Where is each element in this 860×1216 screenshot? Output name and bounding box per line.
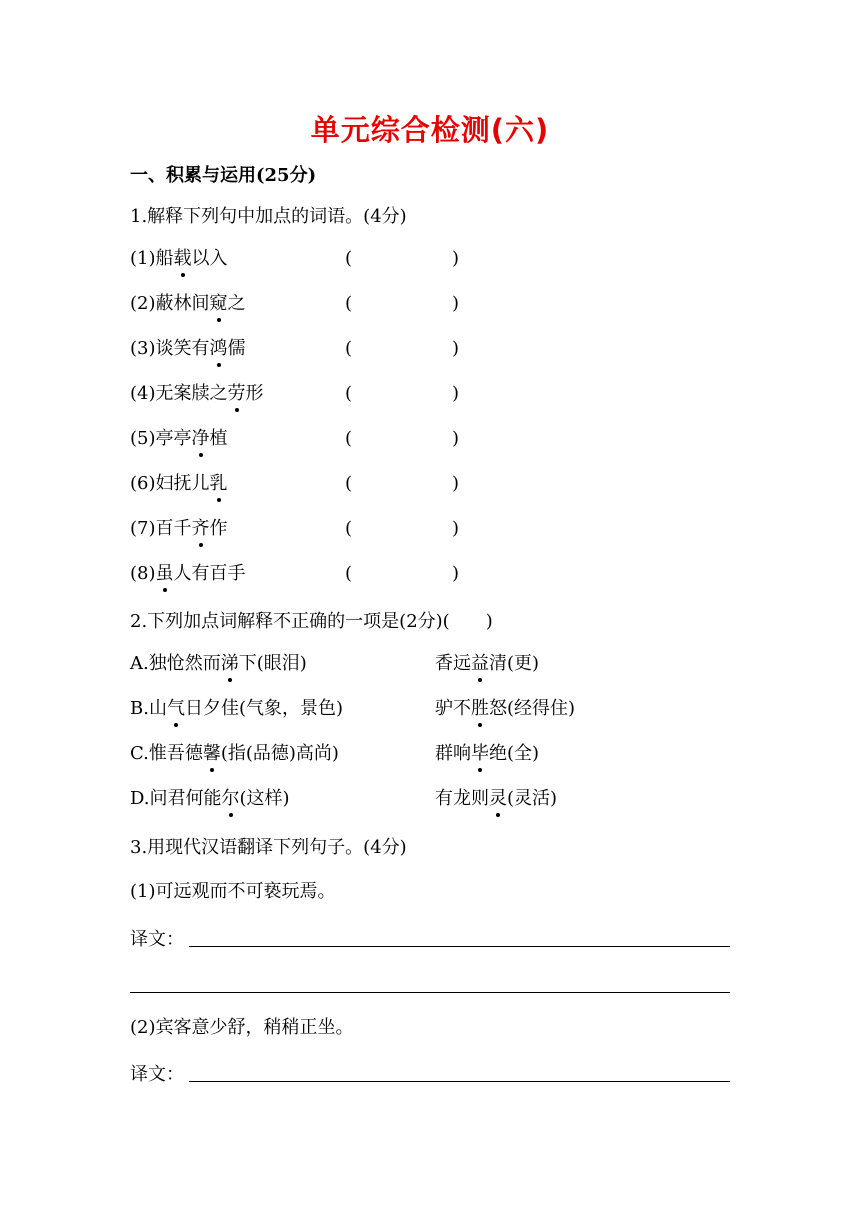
answer-paren-close: )	[452, 473, 460, 494]
answer-paren-open: (	[345, 248, 353, 269]
dotted-word: 益	[471, 653, 489, 674]
dotted-word: 齐	[191, 518, 210, 539]
q2-stem: 2.下列加点词解释不正确的一项是(2分)( )	[130, 611, 493, 632]
dotted-word: 净	[191, 428, 210, 449]
answer-paren-close: )	[452, 428, 460, 449]
option-text: C.惟吾德	[130, 743, 203, 764]
vocab-item	[130, 337, 246, 361]
dotted-word: 劳	[227, 383, 246, 404]
option-c-left	[130, 742, 339, 766]
item-text: 作	[209, 518, 228, 539]
q3-sentence-2: (2)宾客意少舒，稍稍正坐。	[130, 1017, 354, 1038]
answer-line	[189, 1081, 730, 1082]
dotted-word: 涕	[220, 653, 239, 674]
option-text: (指(品德)高尚)	[220, 743, 339, 764]
vocab-item	[130, 517, 228, 541]
item-text: (6)妇抚儿	[130, 473, 210, 494]
option-d-right	[435, 787, 557, 811]
q1-stem: 1.解释下列句中加点的词语。(4分)	[130, 206, 407, 227]
section-heading: 一、积累与运用(25分)	[130, 165, 317, 186]
option-text: (灵活)	[507, 788, 558, 809]
option-text: D.问君何能	[130, 788, 222, 809]
option-b-left	[130, 697, 343, 721]
dotted-word: 毕	[471, 743, 489, 764]
option-text: 下(眼泪)	[238, 653, 307, 674]
answer-paren-open: (	[345, 338, 353, 359]
answer-paren-close: )	[452, 338, 460, 359]
option-text: 有龙则	[435, 788, 489, 809]
option-text: (这样)	[239, 788, 290, 809]
option-text: 日夕佳(气象，景色)	[184, 698, 343, 719]
option-text: 群响	[435, 743, 471, 764]
answer-paren-open: (	[345, 518, 353, 539]
vocab-item	[130, 562, 246, 586]
option-b-right	[435, 697, 575, 721]
answer-paren-open: (	[345, 383, 353, 404]
item-text: (8)	[130, 563, 156, 584]
item-text: 以入	[191, 248, 228, 269]
vocab-item	[130, 292, 246, 316]
answer-paren-open: (	[345, 293, 353, 314]
answer-paren-open: (	[345, 473, 353, 494]
translation-label: 译文：	[130, 929, 184, 950]
item-text: (4)无案牍之	[130, 383, 228, 404]
item-text: (3)谈笑有	[130, 338, 210, 359]
option-text: 驴不	[435, 698, 471, 719]
answer-paren-close: )	[452, 248, 460, 269]
option-text: 怒(经得住)	[489, 698, 576, 719]
answer-paren-close: )	[452, 383, 460, 404]
option-text: 香远	[435, 653, 471, 674]
dotted-word: 鸿	[209, 338, 228, 359]
item-text: 儒	[227, 338, 246, 359]
page-title: 单元综合检测(六)	[310, 113, 550, 147]
item-text: (1)船	[130, 248, 174, 269]
dotted-word: 窥	[209, 293, 228, 314]
dotted-word: 虽	[155, 563, 174, 584]
item-text: 人有百手	[173, 563, 246, 584]
answer-paren-close: )	[452, 563, 460, 584]
option-a-right	[435, 652, 539, 676]
item-text: (7)百千	[130, 518, 192, 539]
translation-label: 译文：	[130, 1064, 184, 1085]
dotted-word: 乳	[209, 473, 228, 494]
option-c-right	[435, 742, 539, 766]
option-text: A.独怆然而	[130, 653, 221, 674]
item-text: 形	[245, 383, 264, 404]
q3-stem: 3.用现代汉语翻译下列句子。(4分)	[130, 837, 407, 858]
answer-paren-close: )	[452, 293, 460, 314]
vocab-item	[130, 472, 228, 496]
answer-paren-close: )	[452, 518, 460, 539]
answer-paren-open: (	[345, 428, 353, 449]
q3-sentence-1: (1)可远观而不可亵玩焉。	[130, 881, 336, 902]
item-text: (2)蔽林间	[130, 293, 210, 314]
dotted-word: 气	[166, 698, 185, 719]
vocab-item	[130, 427, 228, 451]
option-text: 清(更)	[489, 653, 540, 674]
option-text: B.山	[130, 698, 167, 719]
option-text: 绝(全)	[489, 743, 540, 764]
answer-line	[130, 992, 730, 993]
dotted-word: 胜	[471, 698, 489, 719]
answer-paren-open: (	[345, 563, 353, 584]
dotted-word: 馨	[202, 743, 221, 764]
item-text: 之	[227, 293, 246, 314]
dotted-word: 载	[173, 248, 192, 269]
item-text: 植	[209, 428, 228, 449]
option-a-left	[130, 652, 307, 676]
dotted-word: 尔	[221, 788, 240, 809]
item-text: (5)亭亭	[130, 428, 192, 449]
option-d-left	[130, 787, 290, 811]
vocab-item	[130, 247, 228, 271]
answer-line	[189, 946, 730, 947]
dotted-word: 灵	[489, 788, 507, 809]
vocab-item	[130, 382, 264, 406]
